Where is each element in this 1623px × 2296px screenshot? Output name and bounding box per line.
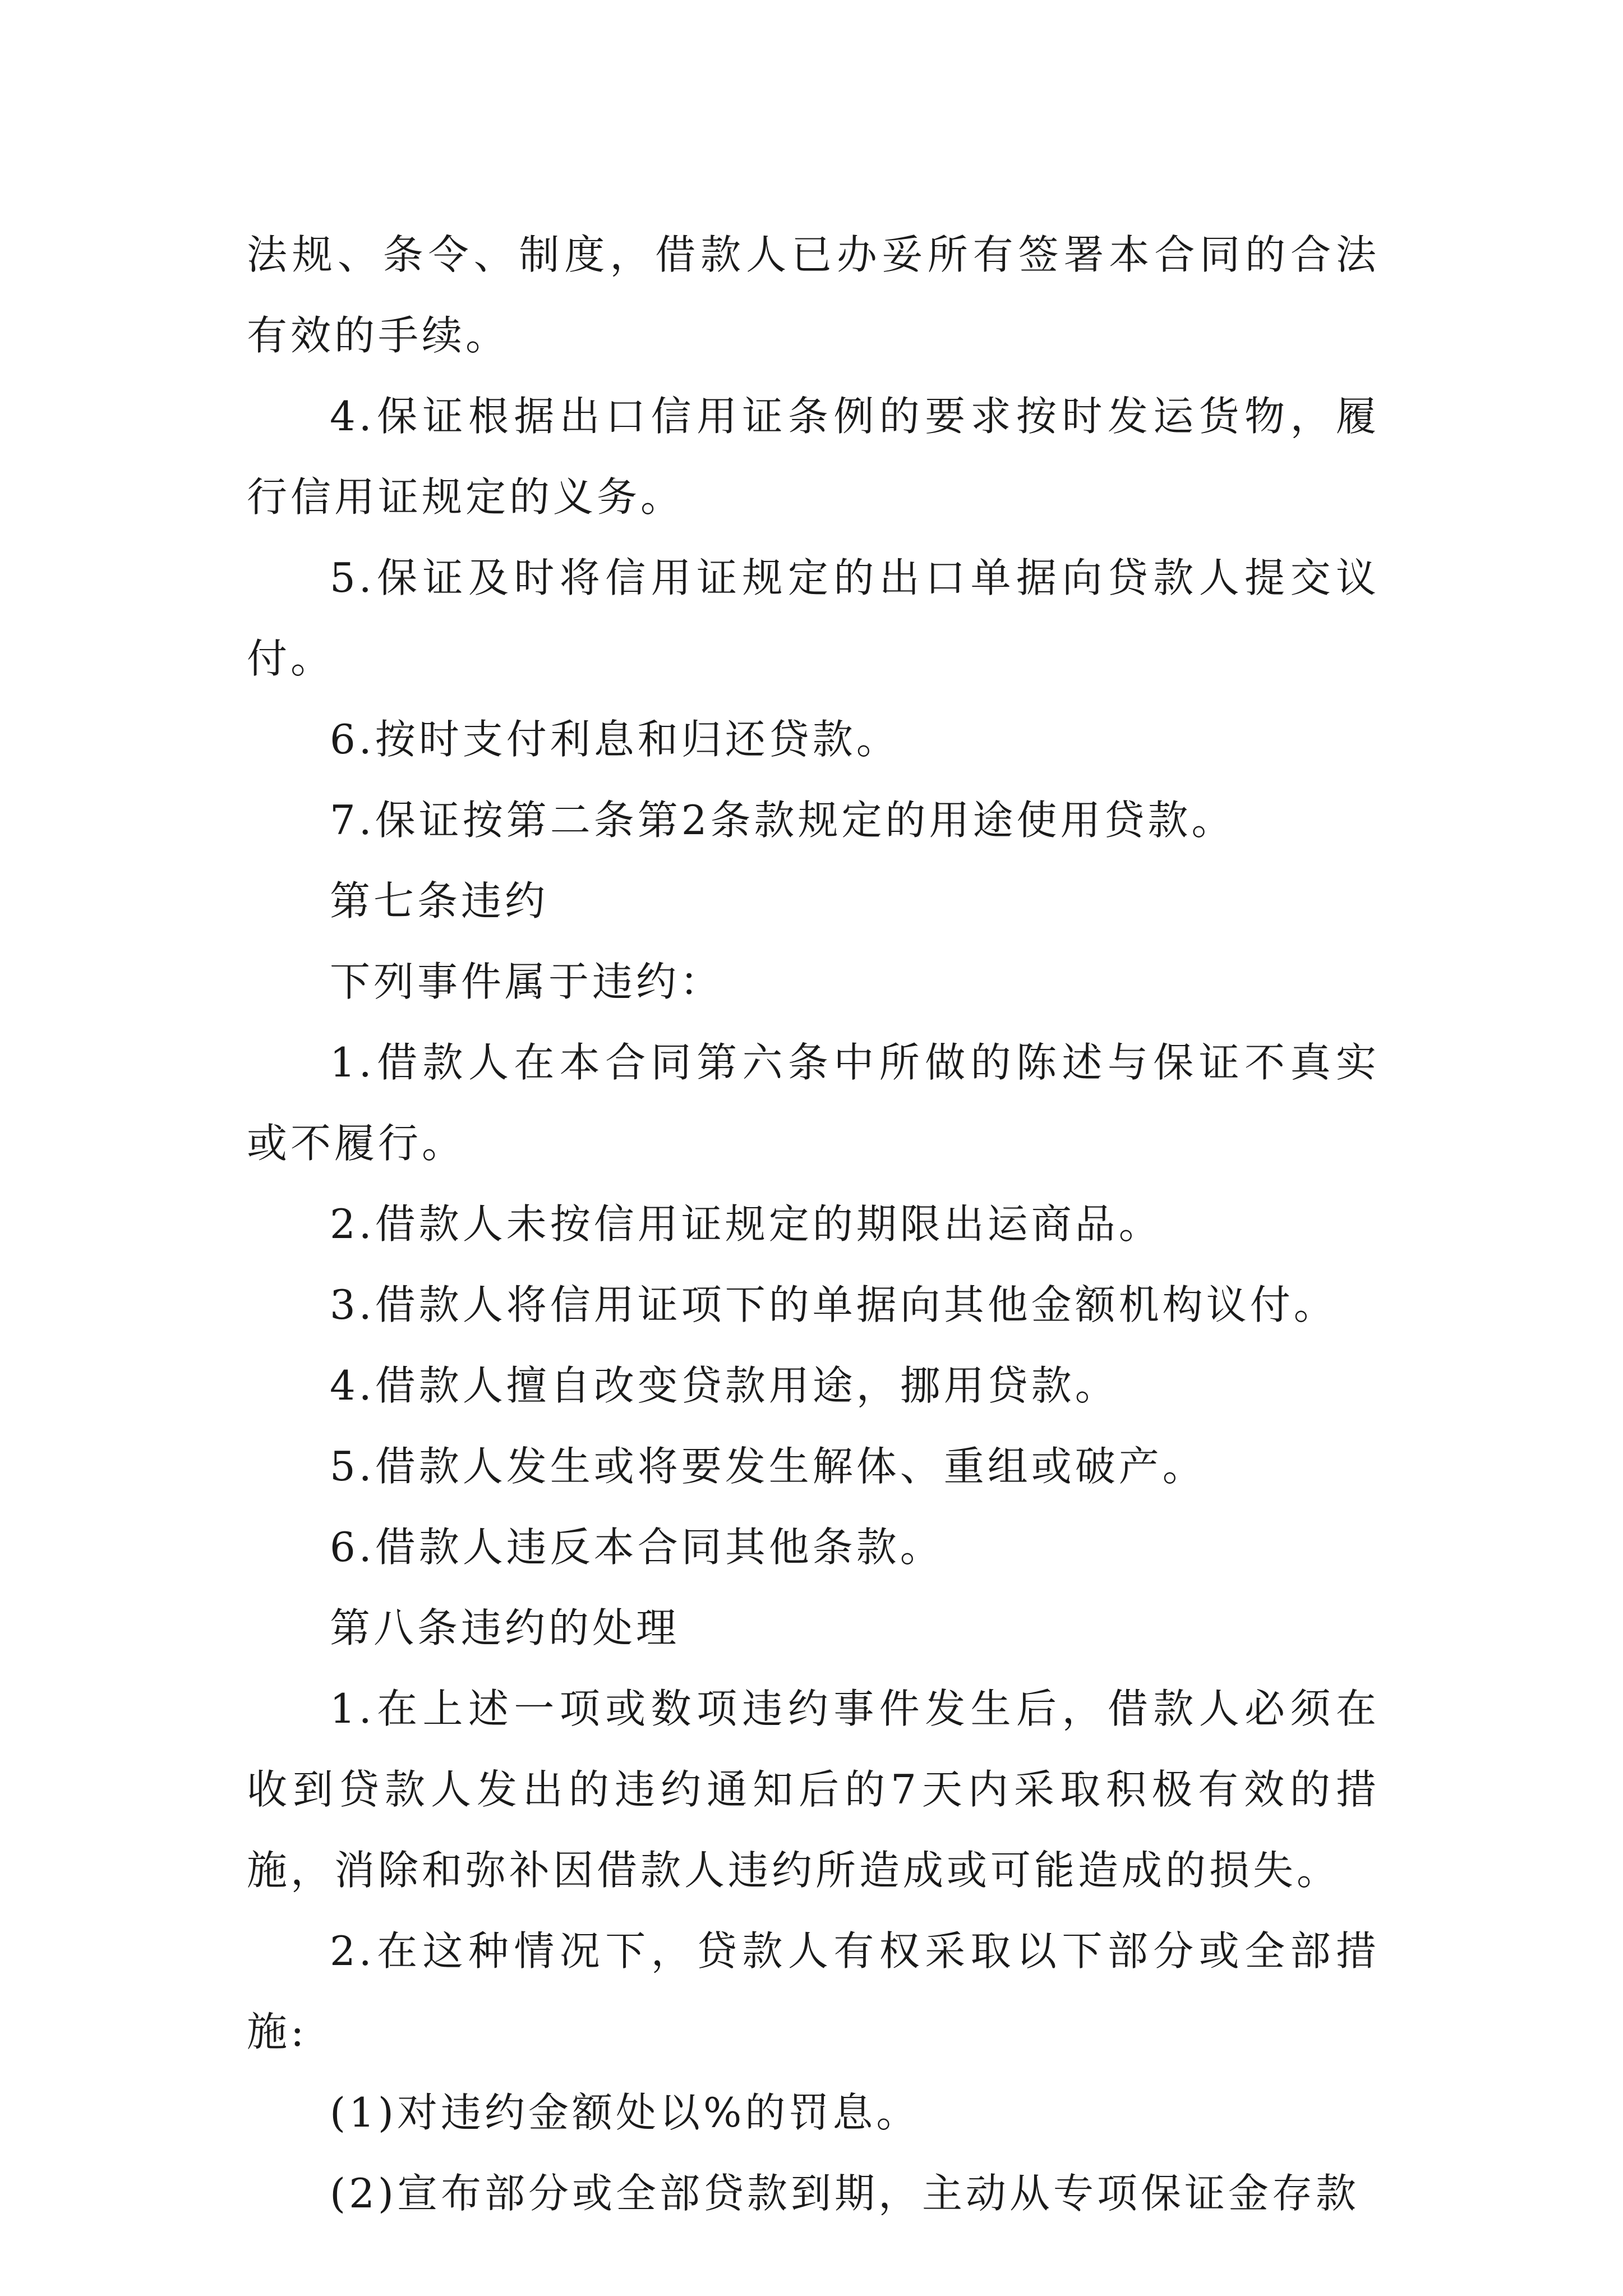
paragraph-default-5: 5.借款人发生或将要发生解体、重组或破产。	[330, 1443, 1206, 1490]
paragraph-item-4-shipment: 4.保证根据出口信用证条例的要求按时发运货物，履行信用证规定的义务。	[247, 393, 1380, 521]
paragraph-default-6: 6.借款人违反本合同其他条款。	[330, 1524, 944, 1571]
document-body	[247, 214, 1380, 2234]
paragraph-continuation: 法规、条令、制度，借款人已办妥所有签署本合同的合法有效的手续。	[247, 231, 1380, 359]
paragraph-default-1: 1.借款人在本合同第六条中所做的陈述与保证不真实或不履行。	[247, 1039, 1380, 1167]
paragraph-handling-2-1: (1)对违约金额处以%的罚息。	[330, 2089, 920, 2136]
section-heading-article-7: 第七条违约	[330, 877, 549, 924]
paragraph-handling-2-2: (2)宣布部分或全部贷款到期，主动从专项保证金存款	[330, 2170, 1359, 2217]
paragraph-handling-1: 1.在上述一项或数项违约事件发生后，借款人必须在收到贷款人发出的违约通知后的7天内采取积极有效的措施，消除和弥补因借款人违约所造成或可能造成的损失。	[247, 1685, 1380, 1894]
paragraph-item-5-documents: 5.保证及时将信用证规定的出口单据向贷款人提交议付。	[247, 554, 1380, 682]
paragraph-default-events-intro: 下列事件属于违约：	[330, 958, 724, 1005]
paragraph-default-2: 2.借款人未按信用证规定的期限出运商品。	[330, 1200, 1163, 1248]
paragraph-item-7-usage: 7.保证按第二条第2条款规定的用途使用贷款。	[330, 797, 1235, 844]
section-heading-article-8: 第八条违约的处理	[330, 1604, 680, 1651]
paragraph-item-6-payment: 6.按时支付利息和归还贷款。	[330, 716, 900, 763]
paragraph-default-3: 3.借款人将信用证项下的单据向其他金额机构议付。	[330, 1281, 1338, 1328]
paragraph-handling-2: 2.在这种情况下，贷款人有权采取以下部分或全部措施:	[247, 1927, 1380, 2055]
paragraph-default-4: 4.借款人擅自改变贷款用途，挪用贷款。	[330, 1362, 1119, 1409]
